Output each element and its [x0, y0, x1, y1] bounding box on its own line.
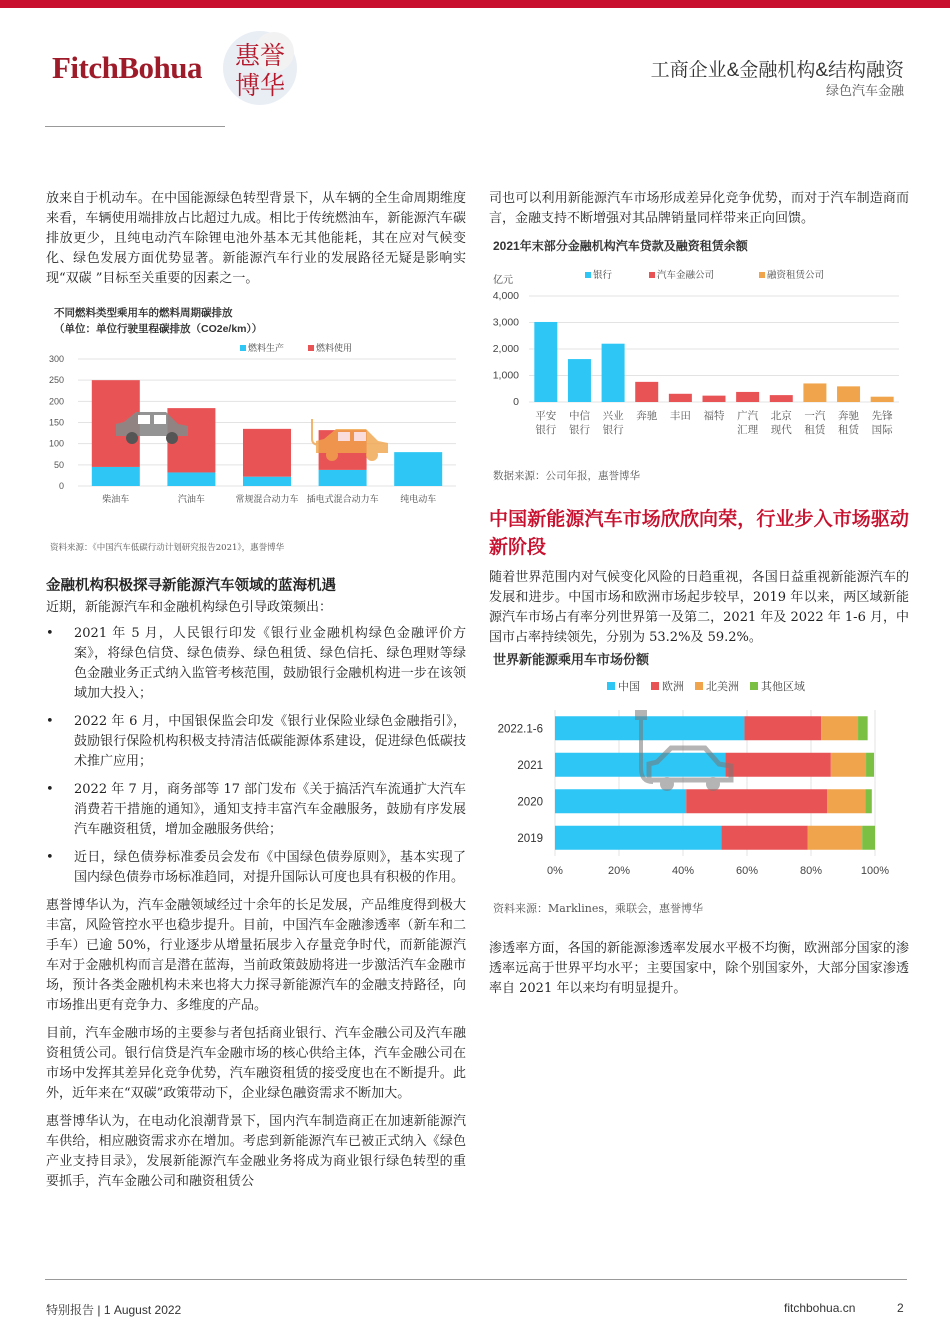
bar-fuel-production — [92, 467, 140, 486]
header-subtitle: 绿色汽车金融 — [825, 83, 904, 98]
bar-fuel-production — [394, 452, 442, 486]
bar-0 — [534, 322, 557, 402]
emissions-chart-plot — [46, 337, 466, 527]
x-tick-label: 一汽 — [804, 410, 826, 422]
x-tick-label: 汇理 — [737, 424, 759, 436]
legend-china: 中国 — [618, 681, 640, 693]
svg-text:惠誉: 惠誉 — [234, 42, 286, 70]
left-column — [46, 189, 466, 1200]
x-tick-label: 奔驰 — [636, 410, 658, 422]
bar-segment-3 — [865, 789, 871, 813]
x-tick-label: 北京 — [770, 410, 792, 422]
x-tick-label: 60% — [735, 865, 759, 877]
x-tick-label: 常规混合动力车 — [235, 494, 299, 504]
bar-4 — [669, 394, 692, 402]
bar-segment-2 — [831, 753, 866, 777]
bar-fuel-production — [319, 470, 367, 486]
x-tick-label: 先锋 — [871, 410, 893, 422]
chart-legend — [240, 342, 352, 353]
legend-leasing: 融资租赁公司 — [767, 270, 825, 281]
bar-segment-1 — [721, 826, 807, 850]
auto-loan-chart — [489, 237, 909, 486]
bar-1 — [568, 359, 591, 402]
chart-subtitle: （单位：单位行驶里程碳排放（CO2e/km）） — [54, 323, 263, 335]
y-tick-label: 2021 — [517, 759, 543, 772]
y-tick-label: 2022.1-6 — [497, 723, 543, 736]
bar-2 — [602, 344, 625, 402]
x-tick-label: 丰田 — [669, 410, 691, 422]
right-column — [489, 189, 909, 1007]
x-tick-label: 兴业 — [602, 410, 624, 422]
chart-title: 2021年末部分金融机构汽车贷款及融资租赁余额 — [493, 239, 748, 253]
y-tick-label: 250 — [48, 375, 64, 386]
list-item: • 近日，绿色债券标准委员会发布《中国绿色债券原则》，基本实现了国内绿色债券市场标准趋同，对提升国际认可度也具有积极的作用。 — [46, 848, 466, 888]
list-item: • 2021 年 5 月，人民银行印发《银行业金融机构绿色金融评价方案》，将绿色信贷、绿色债券、绿色租赁、绿色信托、绿色理财等绿色金融业务正式纳入监管考核范围，鼓励银行金融机构进一步在该领域加大投入； — [46, 624, 466, 704]
x-tick-label: 40% — [671, 865, 695, 877]
chart-source: 资料来源：Marklines，乘联会，惠誉博华 — [493, 902, 704, 915]
bar-segment-1 — [686, 789, 827, 813]
bar-segment-1 — [725, 753, 831, 777]
bar-8 — [803, 383, 826, 402]
market-share-chart-plot — [489, 674, 909, 890]
body-paragraph: 惠誉博华认为，在电动化浪潮背景下，国内汽车制造商正在加速新能源汽车供给，相应融资需求亦在增加。考虑到新能源汽车已被正式纳入《绿色产业支持目录》，发展新能源汽车金融业务将成为商业银行绿色转型的重要抓手，汽车金融公司和融资租赁公 — [46, 1114, 466, 1189]
legend-auto-finance: 汽车金融公司 — [657, 270, 715, 281]
y-axis-unit: 亿元 — [493, 275, 513, 286]
svg-text:博华: 博华 — [234, 72, 286, 100]
intro-paragraph: 放来自于机动车。在中国能源绿色转型背景下，从车辆的全生命周期维度来看，车辆使用端排放占比超过九成。相比于传统燃油车，新能源汽车碳排放更少，且纯电动汽车除锂电池外基本无其他能耗，其在应对气候变化、绿色发展方面优势显著。新能源汽车行业的发展路径无疑是影响实现“双碳 ”目标至关重要的因素之一。 — [46, 191, 466, 286]
y-tick-label: 2019 — [517, 832, 543, 845]
x-tick-label: 插电式混合动力车 — [306, 494, 379, 504]
bar-10 — [871, 397, 894, 402]
chart-source: 资料来源：《中国汽车低碳行动计划研究报告2021》，惠誉博华 — [50, 543, 285, 553]
x-tick-label: 纯电动车 — [400, 494, 437, 504]
bar-segment-3 — [866, 753, 874, 777]
y-tick-label: 3,000 — [492, 316, 519, 329]
x-tick-label: 奔驰 — [838, 410, 860, 422]
section-heading: 中国新能源汽车市场欣欣向荣，行业步入市场驱动新阶段 — [489, 509, 909, 558]
x-tick-label: 银行 — [568, 424, 590, 436]
bar-segment-2 — [821, 716, 858, 740]
x-tick-label: 福特 — [703, 410, 725, 422]
bar-fuel-production — [167, 472, 215, 486]
section-heading: 金融机构积极探寻新能源汽车领域的蓝海机遇 — [46, 578, 336, 594]
x-tick-label: 0% — [547, 865, 563, 877]
x-tick-label: 银行 — [535, 424, 557, 436]
x-tick-label: 柴油车 — [102, 494, 130, 504]
bar-fuel-production — [243, 477, 291, 486]
y-tick-label: 0 — [513, 396, 519, 408]
bar-segment-1 — [744, 716, 821, 740]
policy-list — [46, 624, 466, 888]
emissions-chart — [46, 305, 466, 558]
market-share-chart — [489, 650, 909, 919]
bar-segment-0 — [555, 789, 686, 813]
bar-7 — [770, 395, 793, 402]
body-paragraph: 渗透率方面，各国的新能源渗透率发展水平极不均衡，欧洲部分国家的渗透率远高于世界平均水平；主要国家中，除个别国家外，大部分国家渗透率自 2021 年以来均有明显提升。 — [489, 941, 909, 996]
y-tick-label: 200 — [48, 396, 64, 407]
y-tick-label: 50 — [53, 459, 64, 470]
x-tick-label: 广汽 — [737, 410, 759, 422]
x-tick-label: 汽油车 — [177, 494, 205, 504]
y-tick-label: 0 — [58, 481, 64, 491]
bar-segment-2 — [827, 789, 865, 813]
lead-paragraph: 近期，新能源汽车和金融机构绿色引导政策频出： — [46, 600, 333, 615]
footer-left: 特别报告 | 1 August 2022 — [46, 1303, 182, 1317]
bar-segment-3 — [858, 716, 868, 740]
chart-legend — [607, 679, 805, 693]
x-tick-label: 银行 — [602, 424, 624, 436]
x-tick-label: 100% — [860, 865, 890, 877]
y-tick-label: 1,000 — [492, 369, 519, 382]
chart-legend — [585, 269, 824, 281]
y-tick-label: 100 — [48, 438, 64, 449]
y-tick-label: 2,000 — [492, 343, 519, 355]
footer-site-link[interactable]: fitchbohua.cn — [784, 1301, 856, 1315]
x-tick-label: 中信 — [568, 410, 590, 422]
body-paragraph: 随着世界范围内对气候变化风险的日趋重视，各国日益重视新能源汽车的发展和进步。中国市场和欧洲市场起步较早，2019 年以来，两区域新能源汽车市场占有率分列世界第一及第二，2021 年及 2022 年 1-6 月，中国市占率持续领先，分别为 53.2%及 59.2%。 — [489, 570, 909, 645]
legend-other: 其他区域 — [761, 681, 805, 693]
list-item: • 2022 年 7 月，商务部等 17 部门发布《关于搞活汽车流通扩大汽车消费若干措施的通知》，通知支持丰富汽车金融服务，鼓励有序发展汽车融资租赁，增加金融服务供给； — [46, 780, 466, 840]
logo-seal-icon — [214, 28, 306, 108]
bar-segment-2 — [808, 826, 862, 850]
chart-source: 数据来源：公司年报，惠誉博华 — [493, 470, 640, 482]
legend-fuel-use: 燃料使用 — [316, 343, 353, 353]
x-tick-label: 20% — [607, 865, 631, 877]
y-tick-label: 150 — [48, 417, 64, 428]
legend-fuel-production: 燃料生产 — [248, 343, 285, 353]
fitchbohua-logo: FitchBohua — [52, 50, 203, 85]
body-paragraph: 目前，汽车金融市场的主要参与者包括商业银行、汽车金融公司及汽车融资租赁公司。银行信贷是汽车金融市场的核心供给主体，汽车金融公司在市场中发挥其差异化竞争优势，汽车融资租赁的接受度也在不断提升。此外，近年来在“双碳”政策带动下，企业绿色融资需求不断加大。 — [46, 1026, 466, 1101]
list-item: • 2022 年 6 月，中国银保监会印发《银行业保险业绿色金融指引》，鼓励银行保险机构积极支持清洁低碳能源体系建设，促进绿色低碳技术推广应用； — [46, 712, 466, 772]
bar-segment-0 — [555, 716, 744, 740]
top-accent-bar — [0, 0, 950, 8]
x-tick-label: 现代 — [770, 424, 792, 436]
legend-bank: 银行 — [593, 270, 613, 281]
legend-north-america: 北美洲 — [706, 681, 739, 693]
body-paragraph: 惠誉博华认为，汽车金融领域经过十余年的长足发展，产品维度得到极大丰富，风险管控水平也稳步提升。目前，中国汽车金融渗透率（新车和二手车）已逾 50%，行业逐步从增量拓展步入存量竞争时代，而新能源汽车对于金融机构而言是潜在蓝海，当前政策鼓励将进一步激活汽车金融市场，预计各类金融机构未来也将大力探寻新能源汽车的金融支持路径，向市场推出更有竞争力、多维度的产品。 — [46, 898, 466, 1013]
bar-3 — [635, 382, 658, 402]
chart-title: 世界新能源乘用车市场份额 — [493, 652, 650, 667]
bar-5 — [703, 396, 726, 402]
footer-divider — [45, 1279, 907, 1280]
auto-loan-chart-plot — [489, 259, 909, 459]
bar-9 — [837, 386, 860, 402]
x-tick-label: 80% — [799, 865, 823, 877]
bar-6 — [736, 392, 759, 402]
legend-europe: 欧洲 — [662, 681, 684, 693]
y-tick-label: 300 — [48, 354, 64, 364]
header-title: 工商企业&金融机构&结构融资 — [650, 60, 904, 81]
x-tick-label: 租赁 — [804, 424, 826, 436]
intro-paragraph: 司也可以利用新能源汽车市场形成差异化竞争优势，而对于汽车制造商而言，金融支持不断增强对其品牌销量同样带来正向回馈。 — [489, 191, 909, 226]
chart-title: 不同燃料类型乘用车的燃料周期碳排放 — [54, 307, 233, 319]
bar-fuel-use — [243, 429, 291, 477]
bar-segment-0 — [555, 826, 721, 850]
logo-divider — [45, 126, 225, 127]
bar-segment-3 — [862, 826, 875, 850]
y-tick-label: 4,000 — [492, 290, 519, 302]
x-tick-label: 租赁 — [838, 424, 860, 436]
x-tick-label: 国际 — [871, 424, 893, 436]
y-tick-label: 2020 — [517, 796, 543, 809]
x-tick-label: 平安 — [535, 410, 557, 422]
page-number: 2 — [897, 1301, 904, 1315]
